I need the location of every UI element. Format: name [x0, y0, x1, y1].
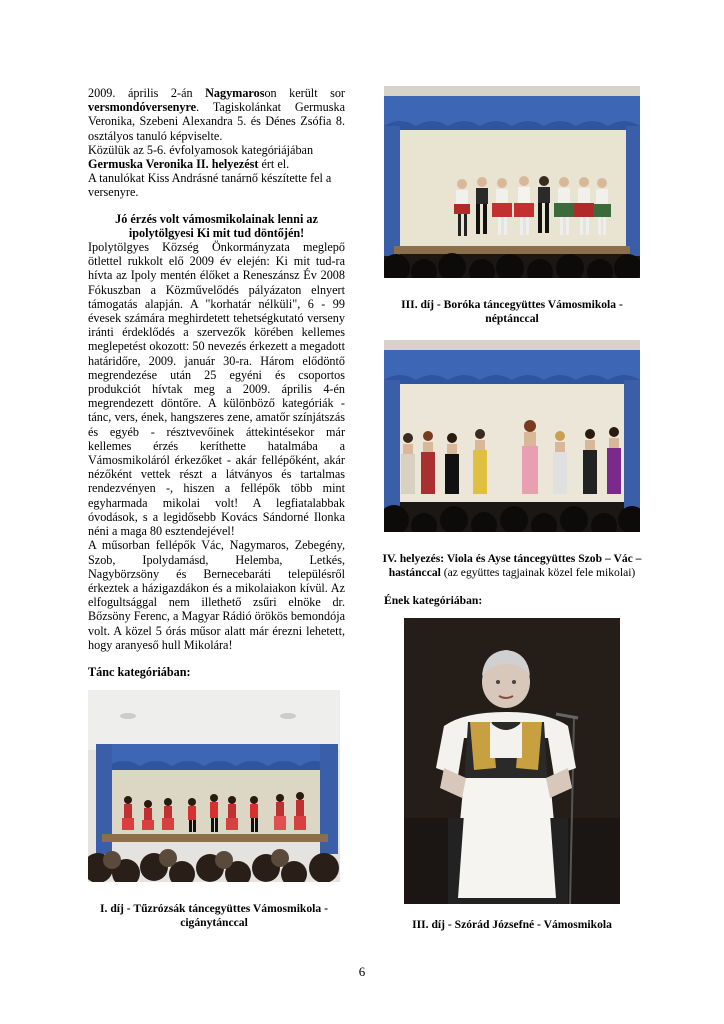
photo-boroka-folk-dance: [384, 86, 640, 278]
photo-singer: [404, 618, 620, 904]
caption-gypsy-dance: I. díj - Tűzrózsák táncegyüttes Vámosmikola - cigánytánccal: [100, 902, 328, 929]
photo-gypsy-dance: [88, 690, 340, 882]
paragraph-verse-contest: 2009. április 2-án Nagymaroson került sor versmondóversenyre. Tagiskolánkat Germuska Veronika, Szebeni Alexandra 5. és Dénes Zsófia 8. osztályos tanuló képviselte.: [88, 86, 345, 143]
article-heading: Jó érzés volt vámosmikolainak lenni az ipolytölgyesi Ki mit tud döntőjén!: [115, 211, 318, 240]
caption-singer: III. díj - Szórád Józsefné - Vámosmikola: [412, 918, 612, 931]
paragraph-result: Közülük az 5-6. évfolyamosok kategóriájában Germuska Veronika II. helyezést ért el.: [88, 142, 314, 172]
photo-belly-dance: [384, 340, 640, 532]
page-number: 6: [358, 964, 366, 979]
section-song-heading: Ének kategóriában:: [384, 594, 483, 607]
paragraph-article-body: Ipolytölgyes Község Önkormányzata meglepő ötlettel rukkolt elő 2009 év elején: Ki mit tud-ra hívta az Ipoly mentén élőket a Reneszánsz Év 2008 Fókuszban a Közművelődés pályázaton elnyert támogatás alapján. A "korhatár nélküli", 6 - 99 évesek számára meghirdetett tehetségkutató verseny iránti érdeklődés a szervezők körében kellemes meglepetést okozott: 50 nevezés érkezett a megadott határidőre, 2009. január 30-ra. Három elődöntő megrendezése után 25 egyéni és csoportos produkciót hívtak meg a 2009. április 4-én megrendezett döntőre. A különböző kategóriák - tánc, vers, ének, hangszeres zene, amatőr színjátszás és egyéb - résztvevőinek áttekintésekor már kellemes érzés keríthette hatalmába a Vámosmikoláról érkezőket - akár fellépőként, akár nézőként vettek részt a látványos és tartalmas rendezvényen -, hiszen a fellépők több mint egyharmada mikolai volt! A legfiatalabbak óvodások, s a legidősebb Kovács Sándorné Ilonka néni a maga 80 esztendejével!: [88, 240, 345, 539]
caption-belly-dance: IV. helyezés: Viola és Ayse táncegyüttes Szob – Vác – hastánccal (az együttes tagjainak közel fele mikolai): [382, 552, 642, 579]
paragraph-article-performers: A műsorban fellépők Vác, Nagymaros, Zebegény, Szob, Ipolydamásd, Helemba, Letkés, Nagybörzsöny és Bernecebaráti településről érkeztek a házigazdákon és a mikolaiakon kívül. Az elfogultsággal nem illethető zsűri elnöke dr. Bőzsöny Ferenc, a Magyar Rádió örökös bemondója volt. A közel 5 órás műsor alatt már érezni lehetett, hogy aranyeső hull Mikolára!: [88, 538, 345, 652]
paragraph-teacher: A tanulókat Kiss Andrásné tanárnő készítette fel a versenyre.: [88, 171, 332, 200]
section-dance-heading: Tánc kategóriában:: [88, 664, 191, 679]
left-column: [88, 86, 345, 679]
caption-boroka: III. díj - Boróka táncegyüttes Vámosmikola - néptánccal: [401, 298, 623, 325]
